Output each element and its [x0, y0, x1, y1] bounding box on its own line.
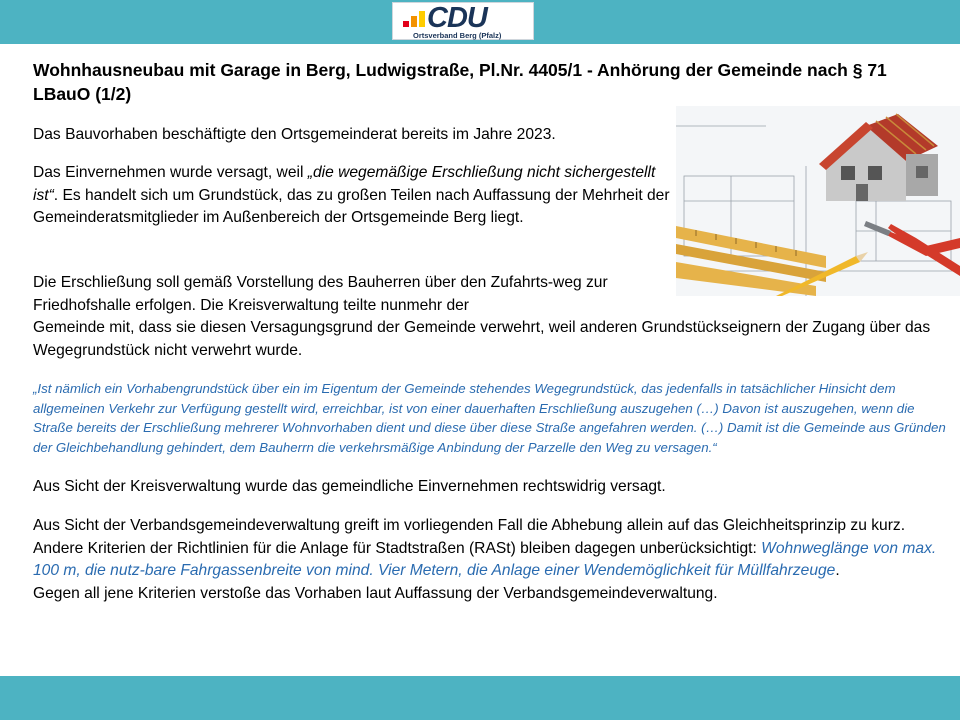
paragraph-2-lead: Das Einvernehmen wurde versagt, weil [33, 164, 308, 181]
paragraph-2-rest: . Es handelt sich um Grundstück, das zu großen Teilen nach Auffassung der Mehrheit der Gemeinderatsmitglieder im Außenbereich der Ortsgemeinde Berg liegt. [33, 186, 670, 226]
cdu-logo [392, 2, 534, 40]
bottom-banner [0, 676, 960, 720]
logo-bars-icon [403, 9, 427, 27]
paragraph-5-last: Gegen all jene Kriterien verstoße das Vorhaben laut Auffassung der Verbandsgemeindeverwaltung. [33, 584, 718, 602]
paragraph-3-first: Die Erschließung soll gemäß Vorstellung des Bauherren über den Zufahrts-weg zur Friedhofshalle erfolgen. Die Kreisverwaltung teilte nunmehr der [33, 274, 608, 314]
paragraph-2 [33, 162, 673, 230]
paragraph-4: Aus Sicht der Kreisverwaltung wurde das gemeindliche Einvernehmen rechtswidrig versagt. [33, 478, 666, 495]
paragraph-5-tail: . [835, 562, 840, 579]
paragraph-5-criteria: Wohnweglänge von max. 100 m, die nutz-bare Fahrgassenbreite von mind. Vier Metern, die Anlage einer Wendemöglichkeit für Müllfahrzeuge [33, 539, 937, 579]
paragraph-1: Das Bauvorhaben beschäftigte den Ortsgemeinderat bereits im Jahre 2023. [33, 126, 556, 143]
paragraph-2-quote: „die wegemäßige Erschließung nicht sichergestellt ist“ [33, 164, 656, 204]
logo-text: CDU [427, 2, 487, 34]
paragraph-3-rest: Gemeinde mit, dass sie diesen Versagungsgrund der Gemeinde verwehrt, weil anderen Grundstückseignern der Zugang über das Wegegrundstück nicht verwehrt wurde. [33, 319, 931, 359]
paragraph-5-lead: Aus Sicht der Verbandsgemeindeverwaltung greift im vorliegenden Fall die Abhebung allein auf das Gleichheitsprinzip zu kurz. Andere Kriterien der Richtlinien für die Anlage für Stadtstraßen (RASt) bleiben dagegen unberücksichtigt: [33, 517, 906, 557]
slide-title: Wohnhausneubau mit Garage in Berg, Ludwigstraße, Pl.Nr. 4405/1 - Anhörung der Gemeinde nach § 71 LBauO (1/2) [33, 60, 887, 104]
court-quote: „Ist nämlich ein Vorhabengrundstück über ein im Eigentum der Gemeinde stehendes Wegegrundstück, das jedenfalls in tatsächlicher Hinsicht dem allgemeinen Verkehr zur Verfügung gestellt wird, erreichbar, ist von einer dauerhaften Erschließung auszugehen (…) Davon ist auszugehen, wenn die Straße bereits der Erschließung mehrerer Wohnvorhaben dient und diese über diese Straße angefahren werden. (…) Damit ist die Gemeinde aus Gründen der Gleichbehandlung gehindert, dem Bauherrn die verkehrsmäßige Anbindung der Parzelle den Weg zu versagen.“ [33, 381, 946, 455]
paragraph-5 [33, 515, 938, 605]
house-blueprint-image [676, 106, 960, 296]
logo-subtext: Ortsverband Berg (Pfalz) [413, 31, 502, 40]
